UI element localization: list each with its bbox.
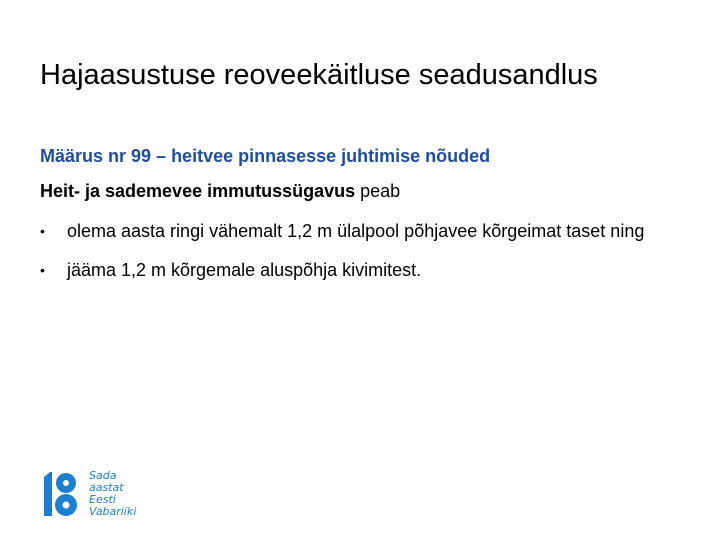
logo-text-line: Sada [89,469,117,482]
logo-text-line: aastat [89,481,124,494]
intro-bold-text: Heit- ja sademevee immutussügavus [40,181,356,201]
logo-text-line: Vabariiki [89,505,137,518]
bullet-item [40,220,680,242]
slide-subtitle: Määrus nr 99 – heitvee pinnasesse juhtimise nõuded [40,146,491,166]
bullet-dot-icon: • [40,262,45,278]
bullet-text: olema aasta ringi vähemalt 1,2 m ülalpool põhjavee kõrgeimat taset ning [67,221,645,241]
estonia-100-logo [40,468,140,520]
intro-rest-text: peab [355,181,401,201]
bullet-dot-icon: • [40,223,45,239]
bullet-list [40,220,680,298]
bullet-item [40,259,680,281]
slide-title: Hajaasustuse reoveekäitluse seadusandlus [40,59,598,91]
logo-text [89,470,136,518]
estonia-100-logo-icon [40,471,78,517]
bullet-text: jääma 1,2 m kõrgemale aluspõhja kivimitest. [67,260,422,280]
intro-line [40,180,400,202]
logo-text-line: Eesti [89,493,116,506]
